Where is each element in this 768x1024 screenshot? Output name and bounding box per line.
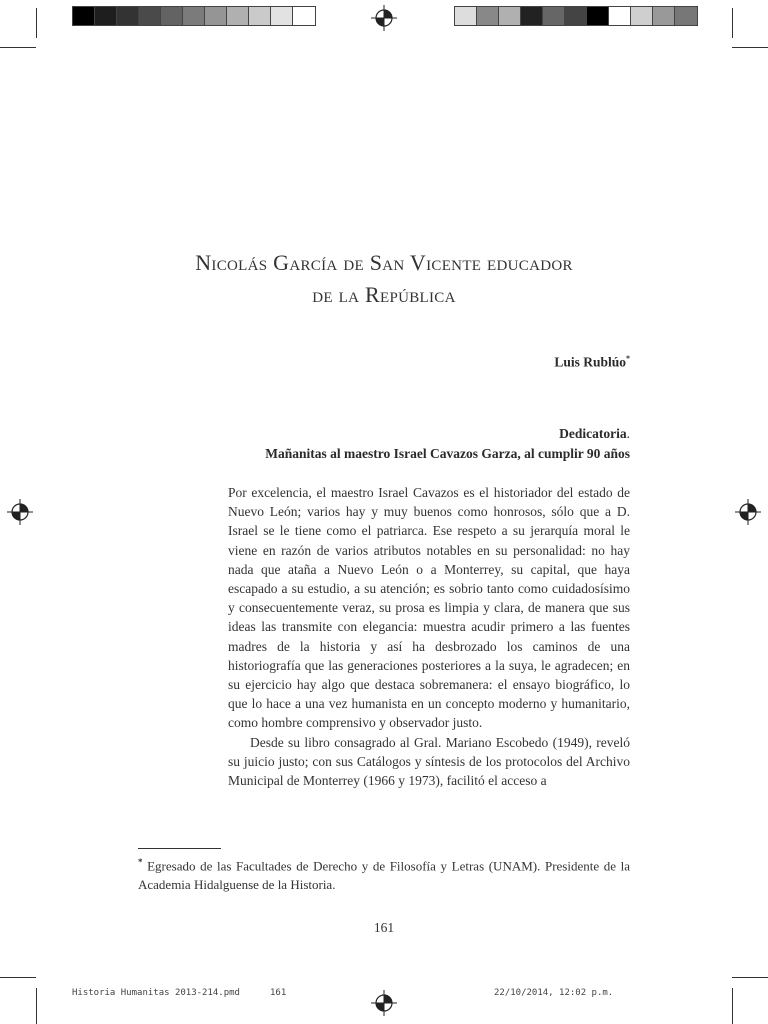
color-swatch bbox=[161, 7, 183, 25]
color-swatch bbox=[543, 7, 565, 25]
color-swatch bbox=[205, 7, 227, 25]
page-number: 161 bbox=[373, 920, 395, 935]
color-swatch bbox=[293, 7, 315, 25]
body-paragraph-2: Desde su libro consagrado al Gral. Mariano Escobedo (1949), reveló su juicio justo; con sus Catálogos y síntesis de los protocolos del Archivo Municipal de Monterrey (1966 y 1973), facilitó el acceso a bbox=[228, 734, 630, 789]
color-swatch bbox=[499, 7, 521, 25]
article-title-line-1: Nicolás García de San Vicente educador bbox=[195, 250, 573, 275]
color-swatch bbox=[565, 7, 587, 25]
body-text bbox=[228, 483, 630, 790]
crop-mark bbox=[732, 977, 768, 978]
color-swatch bbox=[455, 7, 477, 25]
article-title-line-2: de la República bbox=[312, 282, 456, 307]
crop-mark bbox=[36, 8, 37, 38]
slug-date: 22/10/2014, 12:02 p.m. bbox=[494, 988, 614, 998]
color-swatch bbox=[73, 7, 95, 25]
author-name: Luis Rublúo* bbox=[554, 354, 630, 370]
color-swatch bbox=[609, 7, 631, 25]
footnote: * Egresado de las Facultades de Derecho y de Filosofía y Letras (UNAM). Presidente de la Academia Hidalguense de la Historia. bbox=[138, 857, 630, 893]
crop-mark bbox=[36, 988, 37, 1024]
color-swatch bbox=[271, 7, 293, 25]
crop-mark bbox=[732, 8, 733, 38]
color-bar-left bbox=[72, 6, 316, 26]
slug-filename: Historia Humanitas 2013-214.pmd bbox=[72, 988, 240, 998]
slug-page: 161 bbox=[270, 988, 287, 998]
dedication-line: Mañanitas al maestro Israel Cavazos Garza, al cumplir 90 años bbox=[265, 446, 630, 461]
color-swatch bbox=[631, 7, 653, 25]
color-swatch bbox=[227, 7, 249, 25]
body-paragraph-1: Por excelencia, el maestro Israel Cavazos es el historiador del estado de Nuevo León; varios hay y muy buenos como honrosos, sólo que a D. Israel se le tiene como el patriarca. Ese respeto a su jerarquía moral le viene en razón de varios atributos notables en su personalidad: no hay nada que ataña a Nuevo León o a Monterrey, su capital, que haya escapado a su estudio, a su atención; es sobrio tanto como cuidadosísimo y consecuentemente veraz, su prosa es limpia y clara, de manera que sus ideas las transmite con elegancia: muestra acudir primero a las fuentes madres de la historia y así ha desbrozado los caminos de una historiografía que las generaciones posteriores a la suya, le agradecen; en su ejercicio hay algo que destaca sobremanera: el ensayo biográfico, lo que lo hace a una vez humanista en un concepto moderno y humanitario, como hombre comprensivo y observador justo. bbox=[228, 485, 630, 731]
footnote-marker: * bbox=[626, 354, 630, 363]
color-bar-right bbox=[454, 6, 698, 26]
color-swatch bbox=[653, 7, 675, 25]
color-swatch bbox=[95, 7, 117, 25]
color-swatch bbox=[477, 7, 499, 25]
registration-mark-icon bbox=[371, 5, 397, 31]
color-swatch bbox=[117, 7, 139, 25]
crop-mark bbox=[0, 47, 36, 48]
crop-mark bbox=[732, 988, 733, 1024]
registration-mark-icon bbox=[735, 499, 761, 525]
registration-mark-icon bbox=[7, 499, 33, 525]
color-swatch bbox=[183, 7, 205, 25]
dedication-label: Dedicatoria. bbox=[559, 426, 630, 441]
footnote-rule bbox=[138, 848, 221, 849]
color-swatch bbox=[587, 7, 609, 25]
color-swatch bbox=[139, 7, 161, 25]
color-swatch bbox=[249, 7, 271, 25]
color-swatch bbox=[675, 7, 697, 25]
registration-mark-icon bbox=[371, 990, 397, 1016]
crop-mark bbox=[732, 47, 768, 48]
crop-mark bbox=[0, 977, 36, 978]
color-swatch bbox=[521, 7, 543, 25]
